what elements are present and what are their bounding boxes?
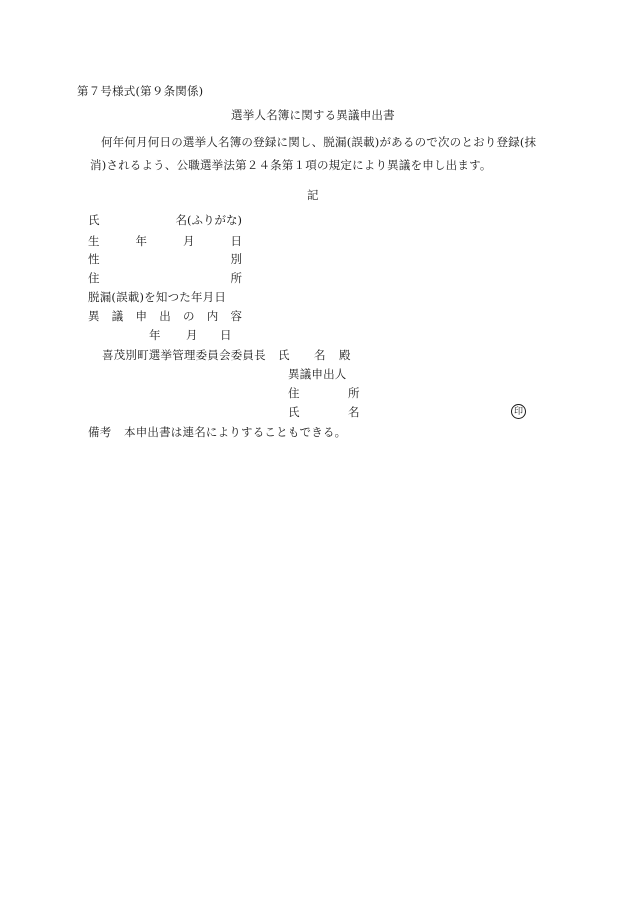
field-sex-part-1: 性 <box>88 252 100 266</box>
note-text: 本申出書は連名によりすることもできる。 <box>124 425 347 439</box>
field-sex-label <box>88 251 242 267</box>
paragraph-line-2: 消)されるよう、公職選挙法第２４条第１項の規定により異議を申し出ます。 <box>90 158 492 172</box>
field-address-part-2: 所 <box>230 271 242 285</box>
field-birth-part-4: 日 <box>230 234 242 248</box>
addressee-name-label-1: 氏 <box>278 348 290 362</box>
form-number: 第７号様式(第９条関係) <box>77 84 204 98</box>
applicant-name-label-1: 氏 <box>288 405 300 419</box>
field-content-part-4: 出 <box>159 309 171 323</box>
field-birth-label <box>88 233 242 249</box>
form-title: 選挙人名簿に関する異議申出書 <box>231 108 395 122</box>
field-content-part-5: の <box>183 309 195 323</box>
field-birth-part-1: 生 <box>88 234 100 248</box>
field-sex-part-2: 別 <box>230 252 242 266</box>
field-name-part-2: 名(ふりがな) <box>175 213 242 227</box>
field-content-part-3: 申 <box>135 309 147 323</box>
applicant-name-label-2: 名 <box>348 405 360 419</box>
field-known-date-label: 脱漏(誤載)を知つた年月日 <box>88 290 227 304</box>
note-label: 備考 <box>88 425 112 439</box>
field-birth-part-3: 月 <box>183 234 195 248</box>
paragraph-line-1: 何年何月何日の選挙人名簿の登録に関し、脱漏(誤載)があるので次のとおり登録(抹 <box>101 135 537 149</box>
field-address-part-1: 住 <box>88 271 100 285</box>
applicant-address-label-1: 住 <box>288 386 300 400</box>
addressee-name-label-2: 名 <box>314 348 326 362</box>
field-content-label <box>88 308 242 324</box>
field-birth-part-2: 年 <box>135 234 147 248</box>
date-month: 月 <box>186 328 198 342</box>
field-name-label <box>88 212 242 228</box>
field-address-label <box>88 270 242 286</box>
ki-label: 記 <box>307 188 319 202</box>
field-content-part-2: 議 <box>111 309 124 323</box>
addressee-org: 喜茂別町選挙管理委員会委員長 <box>102 348 266 362</box>
seal-mark-icon: 印 <box>511 404 526 419</box>
applicant-address-label-2: 所 <box>348 386 360 400</box>
date-year: 年 <box>149 328 161 342</box>
field-content-part-7: 容 <box>230 309 242 323</box>
field-content-part-1: 異 <box>88 309 100 323</box>
field-name-part-1: 氏 <box>88 213 100 227</box>
field-content-part-6: 内 <box>206 309 219 323</box>
applicant-heading: 異議申出人 <box>288 367 347 381</box>
addressee-honorific: 殿 <box>339 348 351 362</box>
date-day: 日 <box>220 328 232 342</box>
